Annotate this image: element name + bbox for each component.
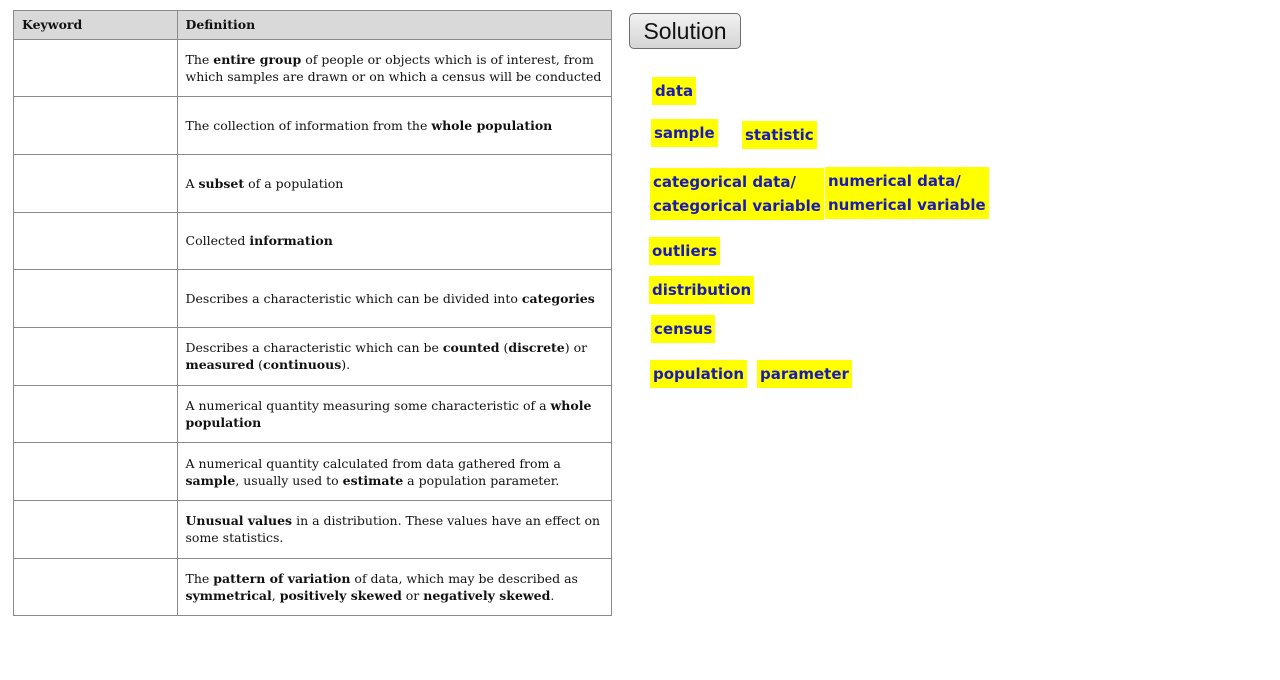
definition-bold-term: information (249, 233, 333, 249)
definition-cell (177, 154, 611, 212)
definition-cell (177, 558, 611, 616)
definition-text-part: A (185, 175, 199, 191)
definition-text (186, 175, 604, 192)
definition-cell (177, 443, 611, 501)
keyword-cell[interactable] (14, 443, 177, 501)
definition-cell (177, 385, 611, 443)
keyword-cell[interactable] (14, 385, 177, 443)
definition-bold-term: whole population (431, 118, 553, 134)
definition-text (186, 455, 604, 489)
definition-text (186, 397, 604, 431)
definition-text-part: The (185, 51, 214, 67)
definition-bold-term: sample (185, 472, 236, 488)
keyword-tag-data[interactable]: data (652, 77, 696, 105)
definition-bold-term: discrete (508, 340, 565, 356)
keyword-cell[interactable] (14, 97, 177, 155)
definition-text (186, 512, 604, 546)
keyword-cell[interactable] (14, 39, 177, 97)
table-row (14, 212, 611, 270)
definition-bold-term: pattern of variation (213, 571, 351, 587)
definition-text-part: Describes a characteristic which can be divided into (185, 291, 522, 307)
definition-column-header: Definition (177, 11, 611, 39)
definition-bold-term: continuous (263, 357, 342, 373)
definition-bold-term: measured (185, 357, 255, 373)
keyword-tag-parameter[interactable]: parameter (757, 360, 852, 388)
keyword-tag-census[interactable]: census (651, 315, 715, 343)
table-row (14, 558, 611, 616)
definition-bold-term: positively skewed (279, 588, 402, 604)
definition-text-part: of data, which may be described as (350, 571, 578, 587)
definition-cell (177, 270, 611, 328)
table-row (14, 327, 611, 385)
definition-bold-term: counted (442, 340, 500, 356)
definition-text-part: , (271, 588, 280, 604)
table-row (14, 154, 611, 212)
definition-cell (177, 97, 611, 155)
definition-text-part: ( (254, 357, 264, 373)
table-header-row (14, 11, 611, 39)
keyword-tag-categorical-line1: categorical data/ (653, 173, 796, 191)
keyword-tag-numerical-line1: numerical data/ (828, 172, 961, 190)
keyword-tag-numerical-line2: numerical variable (828, 196, 986, 214)
definition-text-part: of people or objects which is of interest, from which samples are drawn or on which a census will be conducted (185, 51, 602, 84)
definition-text (186, 570, 604, 604)
definition-text (186, 51, 604, 85)
table-row (14, 443, 611, 501)
definitions-table (14, 11, 611, 616)
table-row (14, 97, 611, 155)
keyword-tag-distribution[interactable]: distribution (649, 276, 754, 304)
definition-text (186, 290, 604, 307)
definition-text (186, 232, 604, 249)
solution-button[interactable]: Solution (629, 13, 741, 49)
keyword-cell[interactable] (14, 270, 177, 328)
definition-text-part: A numerical quantity measuring some characteristic of a (185, 397, 551, 413)
keyword-tag-statistic[interactable]: statistic (742, 121, 817, 149)
keyword-tag-categorical-line2: categorical variable (653, 197, 821, 215)
definition-cell (177, 39, 611, 97)
definition-text (186, 117, 604, 134)
definition-text-part: Collected (185, 233, 250, 249)
definition-bold-term: categories (521, 291, 595, 307)
definition-text-part: ) or (564, 340, 588, 356)
definition-text-part: Describes a characteristic which can be (185, 340, 443, 356)
keyword-column-header: Keyword (14, 11, 177, 39)
definition-text-part: ). (341, 357, 351, 373)
definition-text-part: A numerical quantity calculated from data gathered from a (185, 455, 561, 471)
keyword-cell[interactable] (14, 154, 177, 212)
definition-bold-term: subset (198, 175, 245, 191)
definition-cell (177, 212, 611, 270)
keyword-tag-numerical[interactable] (825, 167, 989, 219)
definition-bold-term: whole population (185, 397, 592, 430)
definition-text-part: or (401, 588, 424, 604)
definition-text-part: . (550, 588, 555, 604)
keyword-cell[interactable] (14, 327, 177, 385)
definition-bold-term: Unusual values (185, 513, 293, 529)
keyword-cell[interactable] (14, 558, 177, 616)
table-row (14, 501, 611, 559)
keyword-tag-population[interactable]: population (650, 360, 747, 388)
table-row (14, 270, 611, 328)
definition-text-part: in a distribution. These values have an effect on some statistics. (185, 513, 601, 546)
keyword-cell[interactable] (14, 212, 177, 270)
definition-bold-term: symmetrical (185, 588, 272, 604)
definition-text (186, 339, 604, 373)
definition-bold-term: estimate (342, 472, 404, 488)
definitions-table-image (13, 10, 612, 616)
definition-cell (177, 327, 611, 385)
definition-bold-term: negatively skewed (423, 588, 551, 604)
definition-text-part: The collection of information from the (185, 118, 432, 134)
definition-cell (177, 501, 611, 559)
table-row (14, 385, 611, 443)
definition-text-part: a population parameter. (403, 472, 560, 488)
definition-text-part: , usually used to (235, 472, 343, 488)
definition-text-part: of a population (244, 175, 344, 191)
keyword-tag-outliers[interactable]: outliers (649, 237, 720, 265)
keyword-tag-categorical[interactable] (650, 168, 824, 220)
keyword-tag-sample[interactable]: sample (651, 119, 718, 147)
definition-text-part: ( (499, 340, 509, 356)
definition-bold-term: entire group (213, 51, 302, 67)
table-row (14, 39, 611, 97)
definition-text-part: The (185, 571, 214, 587)
keyword-cell[interactable] (14, 501, 177, 559)
